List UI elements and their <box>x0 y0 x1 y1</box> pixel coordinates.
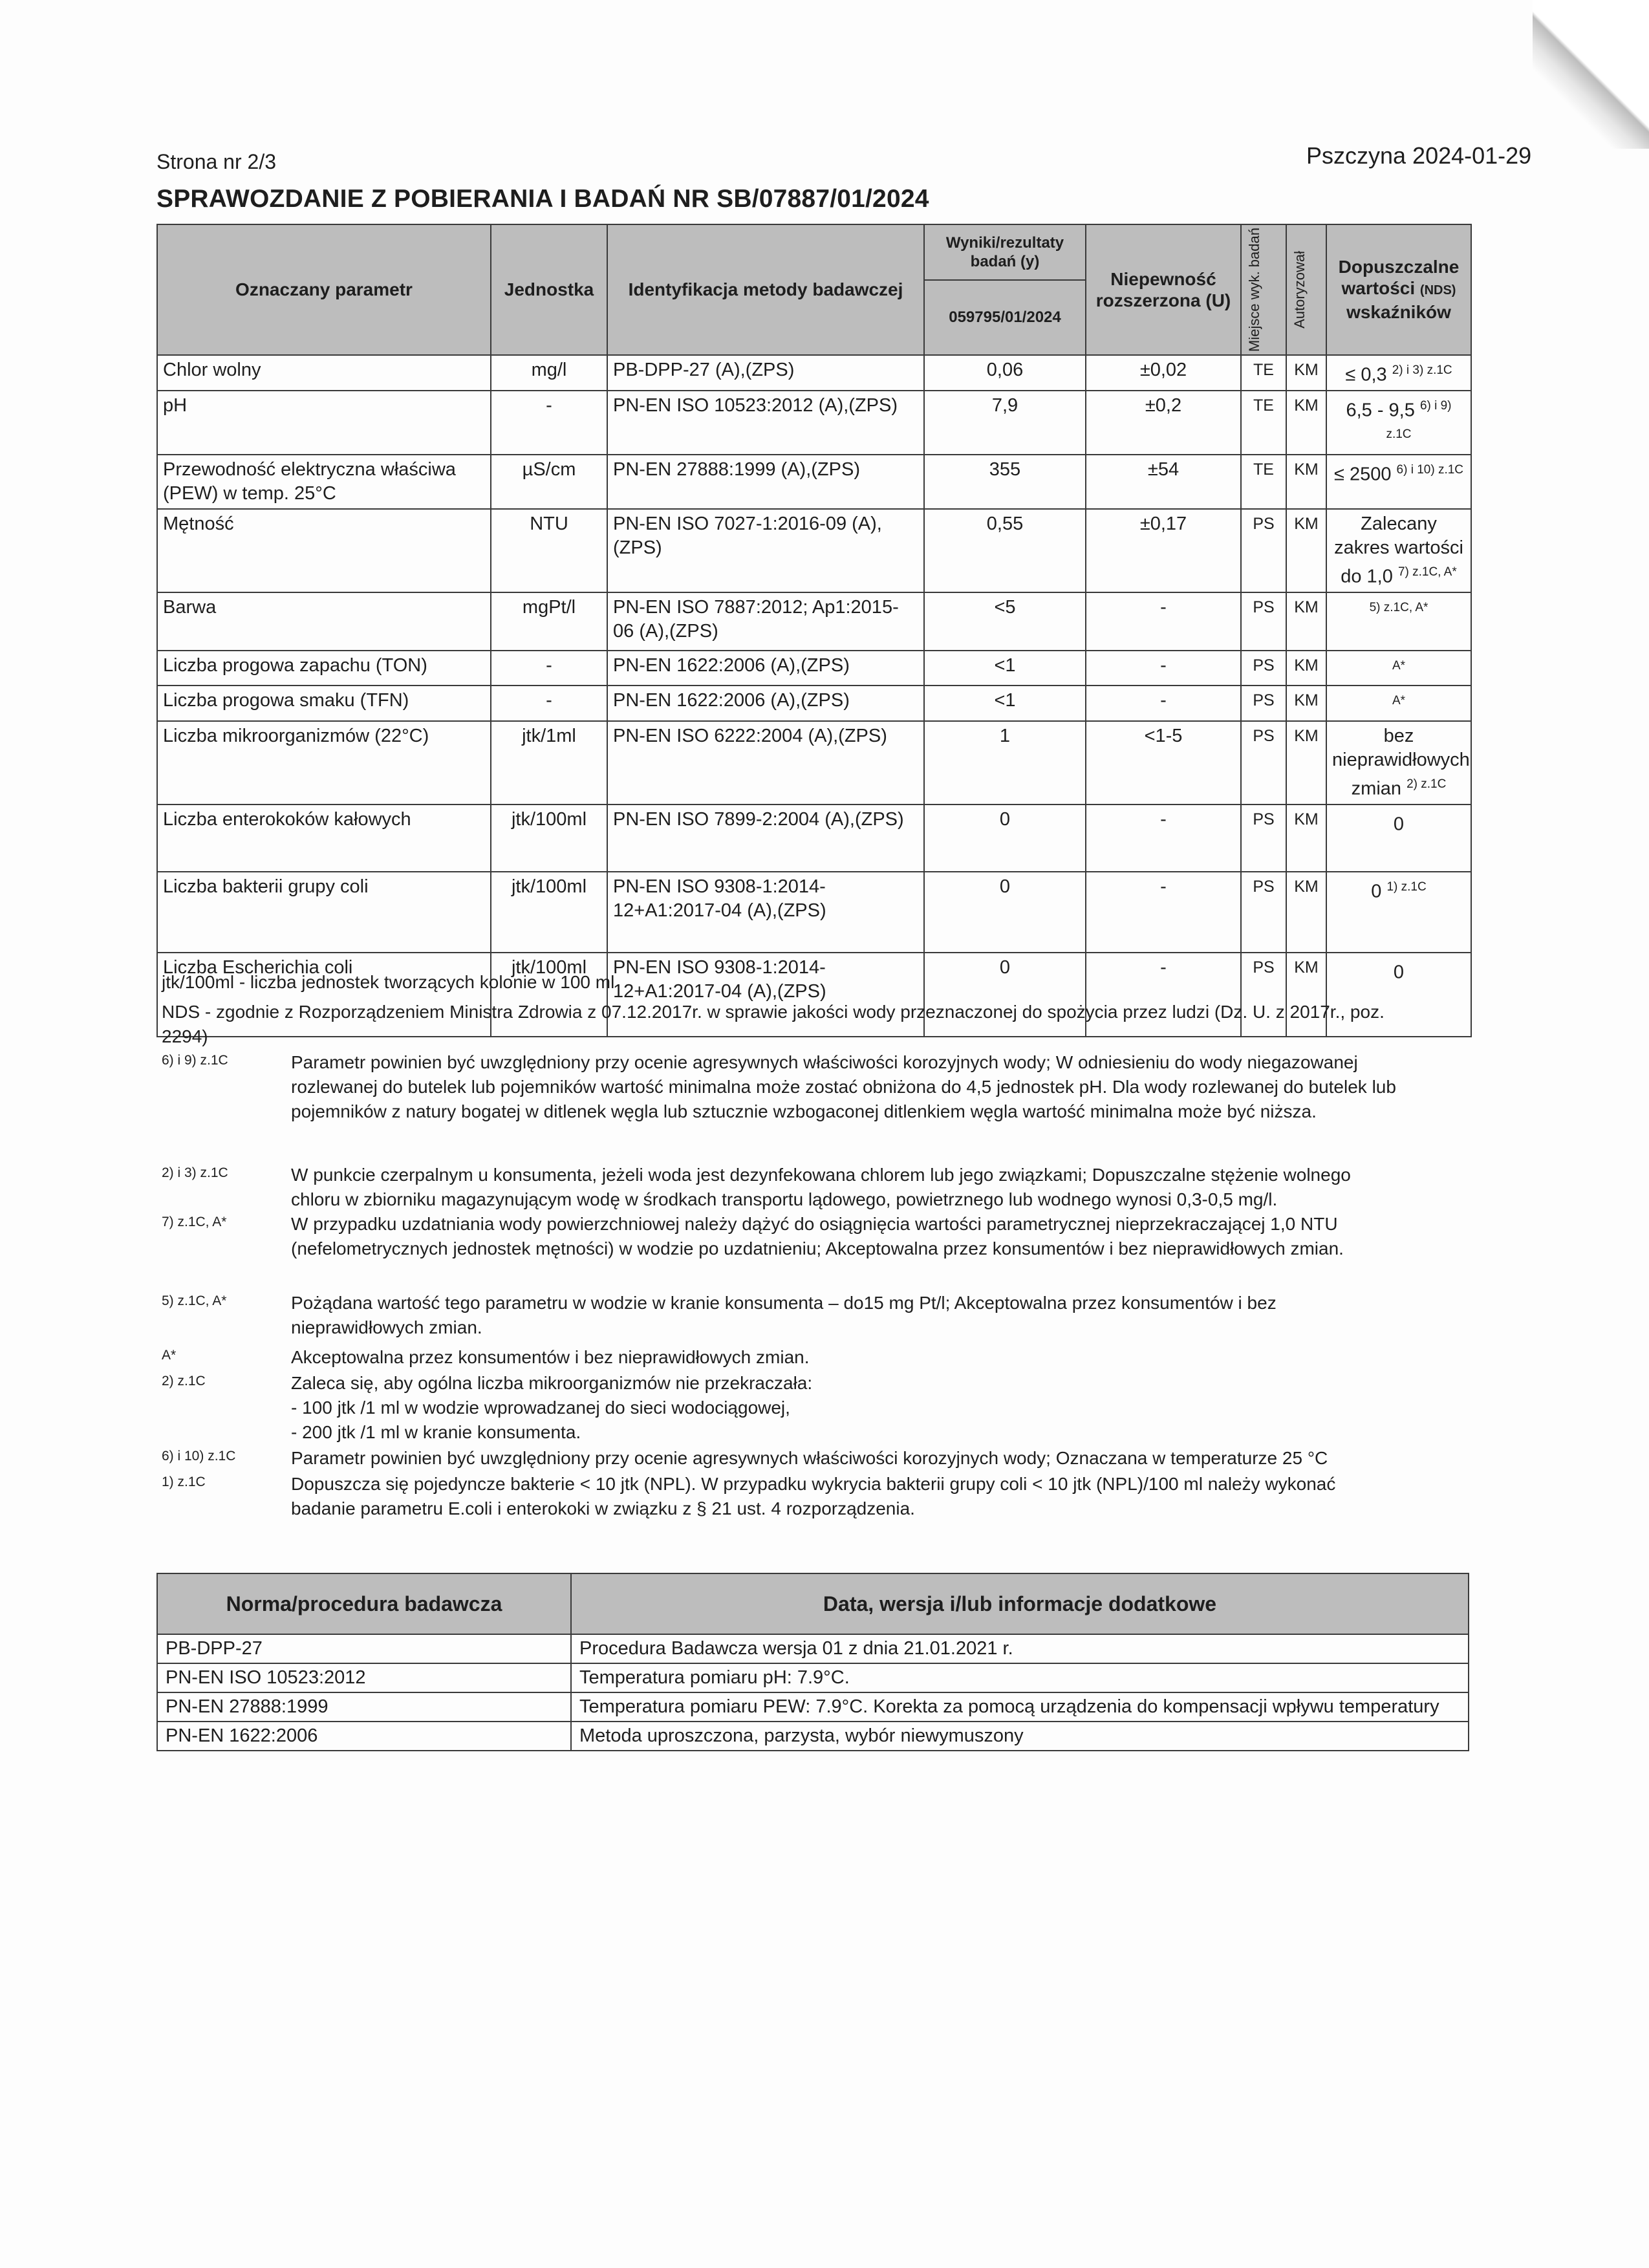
nds-cell-text: bez nieprawidłowych zmian <box>1332 725 1470 799</box>
nds-cell-text: ≤ 0,3 <box>1345 364 1387 385</box>
uncert-cell <box>1086 455 1241 509</box>
col-nds-label: Dopuszczalne wartości <box>1338 257 1460 299</box>
nds-note-ref: 2) z.1C <box>1406 777 1447 791</box>
method-cell-text: PN-EN ISO 7027-1:2016-09 (A),(ZPS) <box>613 513 882 558</box>
norm-cell: PN-EN 27888:1999 <box>157 1692 571 1722</box>
table-row <box>157 651 1471 686</box>
uncert-cell-text: ±0,17 <box>1139 513 1187 534</box>
auth-cell <box>1286 805 1326 872</box>
result-cell-text: 0,55 <box>986 513 1024 534</box>
unit-cell-text: µS/cm <box>522 459 576 480</box>
unit-cell <box>491 391 607 455</box>
unit-cell <box>491 805 607 872</box>
methods-row <box>157 1634 1469 1663</box>
footnote-label: 2) i 3) z.1C <box>162 1165 228 1180</box>
uncert-cell-text: ±0,02 <box>1139 359 1187 380</box>
footnote-label: 6) i 9) z.1C <box>162 1053 228 1068</box>
place-cell-text: TE <box>1253 360 1274 379</box>
report-title: SPRAWOZDANIE Z POBIERANIA I BADAŃ NR SB/07887/01/2024 <box>156 185 929 213</box>
col-unit: Jednostka <box>491 224 607 355</box>
uncert-cell-text: <1-5 <box>1144 725 1183 746</box>
footnote-label: 1) z.1C <box>162 1474 206 1489</box>
method-cell <box>607 872 924 953</box>
footnote-jtk: jtk/100ml - liczba jednostek tworzących kolonie w 100 ml <box>162 972 615 992</box>
nds-cell <box>1326 391 1471 455</box>
nds-note-ref: 2) i 3) z.1C <box>1392 363 1452 377</box>
nds-cell-text: 0 <box>1393 814 1405 835</box>
param-cell-text: Liczba progowa smaku (TFN) <box>163 690 409 711</box>
result-cell <box>924 686 1086 721</box>
method-cell <box>607 391 924 455</box>
norm-cell: PN-EN 1622:2006 <box>157 1722 571 1751</box>
col-uncert-label: Niepewność rozszerzona (U) <box>1095 268 1231 310</box>
info-cell: Temperatura pomiaru pH: 7.9°C. <box>571 1663 1469 1692</box>
place-cell-text: PS <box>1253 877 1275 896</box>
place-cell <box>1241 391 1286 455</box>
col-place <box>1241 224 1286 355</box>
nds-cell <box>1326 805 1471 872</box>
unit-cell <box>491 721 607 805</box>
unit-cell-text: jtk/100ml <box>511 876 587 897</box>
unit-cell <box>491 455 607 509</box>
method-cell-text: PN-EN ISO 9308-1:2014-12+A1:2017-04 (A),(ZPS) <box>613 876 826 921</box>
footnote-text: W punkcie czerpalnym u konsumenta, jeżeli woda jest dezynfekowana chlorem lub jego związkami; Dopuszczalne stężenie wolnego chloru w zbiorniku magazynującym wodę w środkach transportu lądowego, powietrznego lub wodnego wynosi 0,3-0,5 mg/l. <box>291 1165 1351 1209</box>
footnote-nds: NDS - zgodnie z Rozporządzeniem Ministra Zdrowia z 07.12.2017r. w sprawie jakości wody przeznaczonej do spożycia przez ludzi (Dz. U. z 2017r., poz. 2294) <box>162 1002 1385 1046</box>
param-cell <box>157 721 491 805</box>
result-cell-text: 0 <box>999 808 1011 830</box>
unit-cell <box>491 509 607 592</box>
info-cell: Metoda uproszczona, parzysta, wybór niewymuszony <box>571 1722 1469 1751</box>
method-cell-text: PN-EN ISO 10523:2012 (A),(ZPS) <box>613 394 898 416</box>
nds-note-ref: A* <box>1392 694 1406 708</box>
place-cell-text: PS <box>1253 691 1275 710</box>
methods-row <box>157 1663 1469 1692</box>
table-row <box>157 391 1471 455</box>
footnote-label: 7) z.1C, A* <box>162 1215 227 1229</box>
methods-col-norm: Norma/procedura badawcza <box>157 1573 571 1634</box>
result-cell <box>924 805 1086 872</box>
nds-cell <box>1326 455 1471 509</box>
result-cell-text: 0 <box>999 956 1011 978</box>
place-cell <box>1241 872 1286 953</box>
place-cell <box>1241 355 1286 391</box>
info-cell: Procedura Badawcza wersja 01 z dnia 21.01.2021 r. <box>571 1634 1469 1663</box>
unit-cell-text: - <box>546 690 552 711</box>
table-row <box>157 872 1471 953</box>
nds-cell <box>1326 355 1471 391</box>
uncert-cell <box>1086 872 1241 953</box>
methods-body <box>157 1634 1469 1751</box>
result-cell <box>924 651 1086 686</box>
uncert-cell <box>1086 686 1241 721</box>
param-cell-text: Chlor wolny <box>163 359 261 380</box>
results-table <box>156 224 1472 1037</box>
page-number: Strona nr 2/3 <box>156 150 276 173</box>
auth-cell-text: KM <box>1294 958 1319 977</box>
nds-cell-text: ≤ 2500 <box>1333 464 1392 485</box>
footnote-label: 5) z.1C, A* <box>162 1293 227 1308</box>
param-cell-text: Liczba Escherichia coli <box>163 956 353 978</box>
method-cell-text: PN-EN ISO 7887:2012; Ap1:2015-06 (A),(ZPS) <box>613 596 899 642</box>
result-cell <box>924 509 1086 592</box>
auth-cell-text: KM <box>1294 396 1319 415</box>
param-cell <box>157 651 491 686</box>
result-cell-text: 7,9 <box>991 394 1018 416</box>
auth-cell <box>1286 721 1326 805</box>
table-row <box>157 455 1471 509</box>
col-nds-abbr: (NDS) <box>1419 283 1456 298</box>
col-auth-label: Autoryzował <box>1291 251 1308 329</box>
place-cell-text: PS <box>1253 958 1275 977</box>
nds-note-ref: 7) z.1C, A* <box>1397 565 1457 579</box>
place-cell-text: TE <box>1253 396 1274 415</box>
place-cell <box>1241 509 1286 592</box>
col-method: Identyfikacja metody badawczej <box>607 224 924 355</box>
param-cell <box>157 805 491 872</box>
method-cell <box>607 686 924 721</box>
result-cell-text: <1 <box>994 654 1016 676</box>
param-cell <box>157 355 491 391</box>
footnote-text: Zaleca się, aby ogólna liczba mikroorganizmów nie przekraczała: <box>291 1373 813 1393</box>
result-cell-text: <5 <box>994 596 1016 618</box>
param-cell <box>157 872 491 953</box>
method-cell-text: PN-EN ISO 9308-1:2014-12+A1:2017-04 (A),(ZPS) <box>613 956 826 1002</box>
uncert-cell <box>1086 509 1241 592</box>
result-cell-text: 355 <box>989 459 1021 480</box>
uncert-cell <box>1086 805 1241 872</box>
uncert-cell-text: - <box>1160 596 1167 618</box>
unit-cell-text: - <box>546 394 552 416</box>
place-cell <box>1241 686 1286 721</box>
result-cell <box>924 355 1086 391</box>
auth-cell-text: KM <box>1294 514 1319 533</box>
auth-cell-text: KM <box>1294 460 1319 479</box>
place-cell-text: PS <box>1253 514 1275 533</box>
unit-cell <box>491 651 607 686</box>
auth-cell-text: KM <box>1294 877 1319 896</box>
place-cell <box>1241 651 1286 686</box>
uncert-cell-text: - <box>1160 808 1167 830</box>
auth-cell <box>1286 509 1326 592</box>
place-cell-text: PS <box>1253 810 1275 828</box>
nds-cell <box>1326 651 1471 686</box>
norm-cell: PN-EN ISO 10523:2012 <box>157 1663 571 1692</box>
param-cell-text: pH <box>163 394 188 416</box>
auth-cell <box>1286 455 1326 509</box>
table-row <box>157 592 1471 651</box>
methods-table <box>156 1573 1469 1751</box>
param-cell-text: Liczba mikroorganizmów (22°C) <box>163 725 429 746</box>
result-cell-text: 0,06 <box>986 359 1024 380</box>
nds-note-ref: 6) i 10) z.1C <box>1396 462 1464 477</box>
place-cell-text: PS <box>1253 656 1275 675</box>
footnote-text: W przypadku uzdatniania wody powierzchniowej należy dążyć do osiągnięcia wartości parametrycznej nieprzekraczającej 1,0 NTU (nefelometrycznych jednostek mętności) w wodzie po uzdatnieniu; Akceptowalna przez konsumentów i bez nieprawidłowych zmian. <box>291 1214 1344 1258</box>
place-date: Pszczyna 2024-01-29 <box>1306 142 1532 169</box>
nds-cell <box>1326 872 1471 953</box>
col-nds-label2: wskaźników <box>1346 302 1451 323</box>
footnote-text: Akceptowalna przez konsumentów i bez nieprawidłowych zmian. <box>291 1347 810 1367</box>
param-cell <box>157 455 491 509</box>
unit-cell <box>491 872 607 953</box>
place-cell <box>1241 592 1286 651</box>
unit-cell <box>491 592 607 651</box>
nds-note-ref: 1) z.1C <box>1386 880 1427 894</box>
nds-cell-text: 0 <box>1371 881 1382 902</box>
param-cell-text: Liczba bakterii grupy coli <box>163 876 369 897</box>
method-cell <box>607 651 924 686</box>
auth-cell <box>1286 391 1326 455</box>
unit-cell-text: mgPt/l <box>522 596 576 618</box>
table-row <box>157 509 1471 592</box>
result-cell <box>924 391 1086 455</box>
param-cell-text: Przewodność elektryczna właściwa (PEW) w temp. 25°C <box>163 459 456 504</box>
table-row <box>157 686 1471 721</box>
nds-note-ref: 5) z.1C, A* <box>1369 600 1428 614</box>
param-cell-text: Liczba enterokoków kałowych <box>163 808 411 830</box>
methods-row <box>157 1722 1469 1751</box>
methods-col-info: Data, wersja i/lub informacje dodatkowe <box>571 1573 1469 1634</box>
method-cell <box>607 721 924 805</box>
table-row <box>157 805 1471 872</box>
method-cell-text: PN-EN ISO 7899-2:2004 (A),(ZPS) <box>613 808 904 830</box>
param-cell-text: Mętność <box>163 513 234 534</box>
result-cell <box>924 872 1086 953</box>
auth-cell <box>1286 355 1326 391</box>
uncert-cell <box>1086 592 1241 651</box>
param-cell <box>157 592 491 651</box>
page-fold <box>1533 0 1649 149</box>
col-auth <box>1286 224 1326 355</box>
nds-cell-text: 0 <box>1393 962 1405 983</box>
auth-cell-text: KM <box>1294 360 1319 379</box>
nds-note-ref: 6) i 9) z.1C <box>1386 398 1452 442</box>
unit-cell-text: jtk/100ml <box>511 808 587 830</box>
method-cell-text: PB-DPP-27 (A),(ZPS) <box>613 359 795 380</box>
method-cell <box>607 509 924 592</box>
auth-cell-text: KM <box>1294 810 1319 828</box>
info-cell: Temperatura pomiaru PEW: 7.9°C. Korekta za pomocą urządzenia do kompensacji wpływu temperatury <box>571 1692 1469 1722</box>
unit-cell-text: jtk/100ml <box>511 956 587 978</box>
place-cell-text: TE <box>1253 460 1274 479</box>
auth-cell <box>1286 592 1326 651</box>
param-cell-text: Liczba progowa zapachu (TON) <box>163 654 427 676</box>
footnote-label: A* <box>162 1348 177 1363</box>
col-result: Wyniki/rezultaty badań (y) <box>924 224 1086 280</box>
uncert-cell <box>1086 651 1241 686</box>
nds-cell <box>1326 721 1471 805</box>
result-cell <box>924 721 1086 805</box>
method-cell-text: PN-EN 27888:1999 (A),(ZPS) <box>613 459 860 480</box>
uncert-cell-text: - <box>1160 654 1167 676</box>
footnote-text: Dopuszcza się pojedyncze bakterie < 10 jtk (NPL). W przypadku wykrycia bakterii grupy coli < 10 jtk (NPL)/100 ml należy wykonać badanie parametru E.coli i enterokoki w związku z § 21 ust. 4 rozporządzenia. <box>291 1474 1336 1518</box>
norm-cell: PB-DPP-27 <box>157 1634 571 1663</box>
method-cell <box>607 805 924 872</box>
unit-cell-text: - <box>546 654 552 676</box>
method-cell <box>607 355 924 391</box>
place-cell <box>1241 721 1286 805</box>
methods-row <box>157 1692 1469 1722</box>
place-cell-text: PS <box>1253 726 1275 745</box>
unit-cell <box>491 355 607 391</box>
result-cell-text: 1 <box>999 725 1011 746</box>
footnote-text: - 100 jtk /1 ml w wodzie wprowadzanej do sieci wodociągowej, <box>291 1398 790 1418</box>
uncert-cell-text: - <box>1160 956 1167 978</box>
place-cell <box>1241 455 1286 509</box>
result-cell <box>924 455 1086 509</box>
uncert-cell-text: ±54 <box>1147 459 1180 480</box>
col-place-label: Miejsce wyk. badań <box>1246 228 1262 352</box>
nds-cell <box>1326 509 1471 592</box>
place-cell-text: PS <box>1253 598 1275 616</box>
method-cell-text: PN-EN 1622:2006 (A),(ZPS) <box>613 654 850 676</box>
param-cell-text: Barwa <box>163 596 217 618</box>
footnote-text: Parametr powinien być uwzględniony przy ocenie agresywnych właściwości korozyjnych wody; Oznaczana w temperaturze 25 °C <box>291 1448 1328 1468</box>
results-body <box>157 355 1471 1037</box>
param-cell <box>157 509 491 592</box>
place-cell <box>1241 805 1286 872</box>
result-cell-text: 0 <box>999 876 1011 897</box>
uncert-cell-text: - <box>1160 876 1167 897</box>
unit-cell-text: mg/l <box>531 359 567 380</box>
nds-cell <box>1326 592 1471 651</box>
nds-note-ref: A* <box>1392 658 1406 673</box>
uncert-cell <box>1086 391 1241 455</box>
col-uncert <box>1086 224 1241 355</box>
auth-cell <box>1286 651 1326 686</box>
auth-cell <box>1286 686 1326 721</box>
footnote-text: - 200 jtk /1 ml w kranie konsumenta. <box>291 1422 581 1442</box>
uncert-cell <box>1086 355 1241 391</box>
method-cell-text: PN-EN 1622:2006 (A),(ZPS) <box>613 690 850 711</box>
method-cell <box>607 592 924 651</box>
col-sample-id: 059795/01/2024 <box>924 280 1086 355</box>
auth-cell-text: KM <box>1294 691 1319 710</box>
uncert-cell-text: ±0,2 <box>1145 394 1182 416</box>
uncert-cell-text: - <box>1160 690 1167 711</box>
auth-cell-text: KM <box>1294 726 1319 745</box>
table-row <box>157 355 1471 391</box>
result-cell-text: <1 <box>994 690 1016 711</box>
nds-cell <box>1326 686 1471 721</box>
uncert-cell <box>1086 721 1241 805</box>
method-cell-text: PN-EN ISO 6222:2004 (A),(ZPS) <box>613 725 887 746</box>
footnote-label: 6) i 10) z.1C <box>162 1449 236 1463</box>
auth-cell <box>1286 872 1326 953</box>
unit-cell <box>491 686 607 721</box>
auth-cell-text: KM <box>1294 598 1319 616</box>
footnote-text: Pożądana wartość tego parametru w wodzie w kranie konsumenta – do15 mg Pt/l; Akceptowalna przez konsumentów i bez nieprawidłowych zmian. <box>291 1293 1277 1337</box>
result-cell <box>924 592 1086 651</box>
auth-cell-text: KM <box>1294 656 1319 675</box>
unit-cell-text: NTU <box>530 513 568 534</box>
footnote-label: 2) z.1C <box>162 1374 206 1388</box>
col-param: Oznaczany parametr <box>157 224 491 355</box>
unit-cell-text: jtk/1ml <box>522 725 576 746</box>
nds-cell-text: 6,5 - 9,5 <box>1346 400 1415 421</box>
method-cell <box>607 455 924 509</box>
param-cell <box>157 391 491 455</box>
table-row <box>157 721 1471 805</box>
col-nds <box>1326 224 1471 355</box>
nds-cell-text: Zalecany zakres wartości do 1,0 <box>1334 513 1463 587</box>
footnote-text: Parametr powinien być uwzględniony przy ocenie agresywnych właściwości korozyjnych wody; W odniesieniu do wody niegazowanej rozlewanej do butelek lub pojemników wartość minimalna może zostać obniżona do 4,5 jednostek pH. Dla wody rozlewanej do butelek lub pojemników z natury bogatej w ditlenek węgla lub sztucznie wzbogaconej ditlenkiem węgla wartość minimalna może być niższa. <box>291 1052 1396 1121</box>
param-cell <box>157 686 491 721</box>
